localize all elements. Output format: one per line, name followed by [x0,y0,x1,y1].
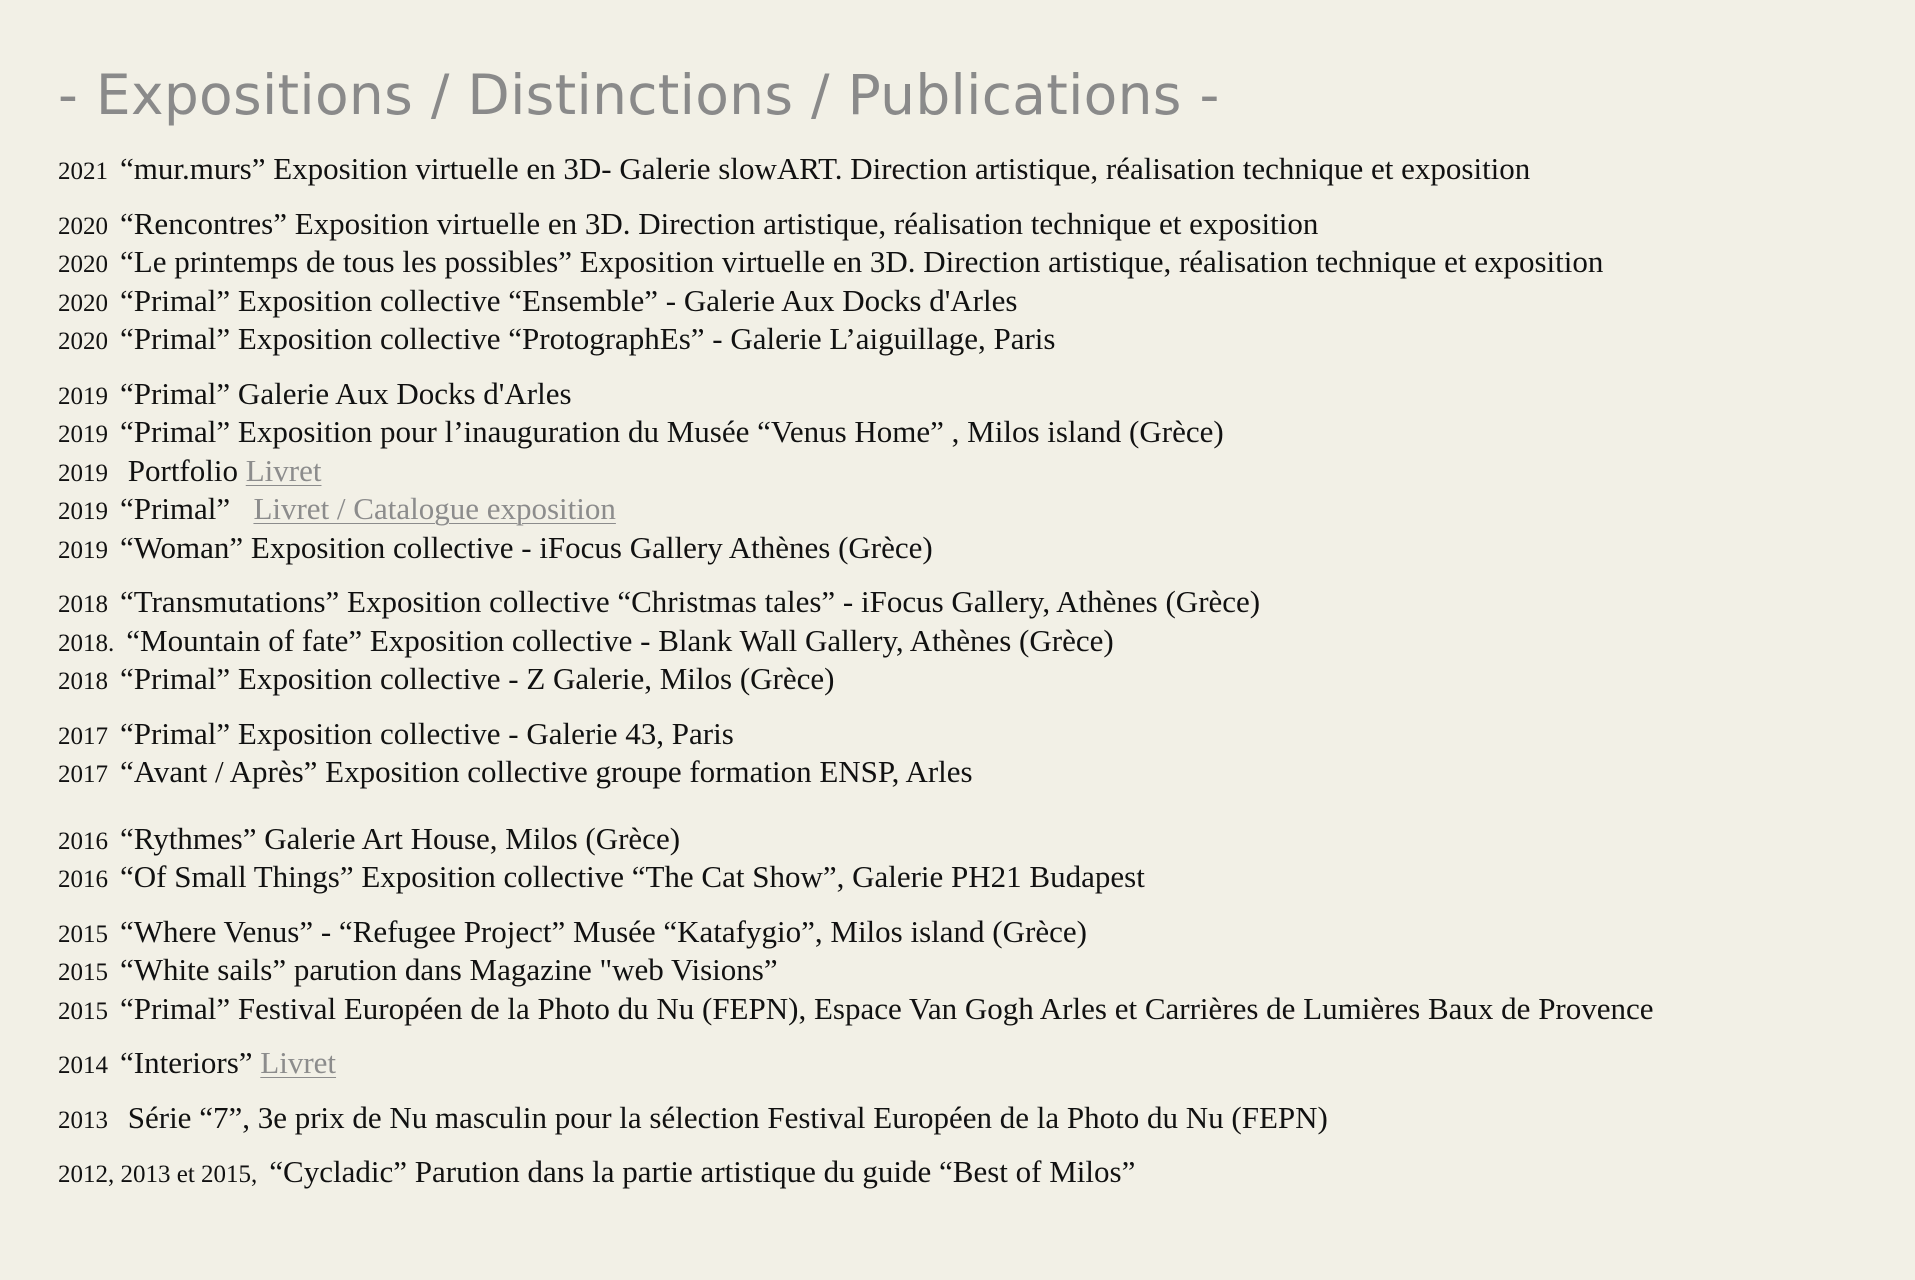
entry-2017-galerie-43 [58,715,1908,754]
entry-text: “Mountain of fate” Exposition collective - Blank Wall Gallery, Athènes (Grèce) [126,622,1114,658]
entry-2019-venus-home [58,413,1908,452]
entry-year: 2018 [58,668,108,695]
entry-text: “Le printemps de tous les possibles” Exposition virtuelle en 3D. Direction artistique, réalisation technique et exposition [120,244,1604,279]
entry-text: “Primal” Galerie Aux Docks d'Arles [120,375,572,411]
entry-2019-docks-arles [58,375,1908,414]
catalogue-exposition-link[interactable]: Livret / Catalogue exposition [253,491,616,526]
entry-2015-white-sails [58,951,1908,990]
entry-2021-mur-murs [58,150,1908,189]
entry-2014-interiors [58,1044,1908,1083]
entry-year: 2019 [58,382,108,410]
entry-year: 2014 [58,1052,108,1079]
entry-year: 2019 [58,459,108,487]
entry-text: “Rencontres” Exposition virtuelle en 3D. Direction artistique, réalisation technique et exposition [120,205,1319,241]
entry-text: “Interiors” [120,1045,261,1080]
entry-2019-primal-catalogue [58,490,1908,529]
entry-year: 2019 [58,498,108,525]
entry-2020-ensemble [58,282,1908,321]
entry-text: “Cycladic” Parution dans la partie artistique du guide “Best of Milos” [269,1154,1136,1189]
entry-year: 2020 [58,289,108,317]
entry-text: “Primal” Exposition collective “ProtographEs” - Galerie L’aiguillage, Paris [120,321,1056,356]
entry-text: “Primal” Festival Européen de la Photo du Nu (FEPN), Espace Van Gogh Arles et Carrières de Lumières Baux de Provence [120,990,1654,1026]
entry-text: “Woman” Exposition collective - iFocus Gallery Athènes (Grèce) [120,529,933,565]
entry-2015-primal-fepn [58,990,1908,1029]
entry-2013-serie-7 [58,1099,1908,1138]
entry-year: 2012, 2013 et 2015, [58,1161,258,1188]
entry-year: 2013 [58,1106,108,1134]
entry-year: 2015 [58,997,108,1025]
entry-year: 2019 [58,421,108,448]
entry-year: 2017 [58,722,108,750]
entry-2020-printemps [58,243,1908,282]
entry-text: “Rythmes” Galerie Art House, Milos (Grèce) [120,820,681,856]
entry-year: 2018 [58,591,108,618]
entry-text: “Transmutations” Exposition collective “Christmas tales” - iFocus Gallery, Athènes (Grèce) [120,584,1261,619]
entry-2018-mountain-of-fate [58,622,1908,661]
entry-year: 2020 [58,251,108,278]
entry-2017-avant-apres [58,753,1908,792]
entry-year: 2017 [58,761,108,788]
entry-2020-protographes [58,320,1908,359]
entry-year: 2015 [58,959,108,986]
entry-text: “mur.murs” Exposition virtuelle en 3D- Galerie slowART. Direction artistique, réalisation technique et exposition [120,151,1531,186]
entry-2020-rencontres [58,205,1908,244]
entry-year: 2020 [58,212,108,240]
entry-2018-z-galerie [58,660,1908,699]
entry-year: 2018. [58,629,115,657]
interiors-livret-link[interactable]: Livret [260,1045,337,1080]
entry-text: “Primal” Exposition collective - Galerie 43, Paris [120,715,734,751]
entry-text: Série “7”, 3e prix de Nu masculin pour la sélection Festival Européen de la Photo du Nu (FEPN) [120,1099,1328,1135]
page-title: - Expositions / Distinctions / Publications - [58,63,1220,127]
entry-year: 2020 [58,328,108,355]
entry-year: 2016 [58,866,108,893]
entry-2019-portfolio [58,452,1908,491]
entry-year: 2016 [58,827,108,855]
entry-text: “White sails” parution dans Magazine "web Visions” [120,952,778,987]
entry-text: “Avant / Après” Exposition collective groupe formation ENSP, Arles [120,754,973,789]
entry-year: 2021 [58,158,108,185]
entry-text: “Primal” Exposition pour l’inauguration du Musée “Venus Home” , Milos island (Grèce) [120,414,1224,449]
entry-2016-rythmes [58,820,1908,859]
entry-year: 2015 [58,920,108,948]
entry-2012-cycladic [58,1153,1908,1192]
entries-list [58,150,1908,1192]
entry-year: 2019 [58,536,108,564]
entry-text: Portfolio [120,452,246,488]
entry-text: “Of Small Things” Exposition collective “The Cat Show”, Galerie PH21 Budapest [120,859,1145,894]
entry-2016-of-small-things [58,858,1908,897]
entry-2018-transmutations [58,583,1908,622]
entry-text: “Primal” Exposition collective “Ensemble” - Galerie Aux Docks d'Arles [120,282,1018,318]
entry-text: “Primal” [120,491,254,526]
entry-2019-woman [58,529,1908,568]
entry-text: “Primal” Exposition collective - Z Galerie, Milos (Grèce) [120,661,835,696]
entry-2015-where-venus [58,913,1908,952]
portfolio-livret-link[interactable]: Livret [245,452,322,488]
entry-text: “Where Venus” - “Refugee Project” Musée “Katafygio”, Milos island (Grèce) [120,913,1087,949]
